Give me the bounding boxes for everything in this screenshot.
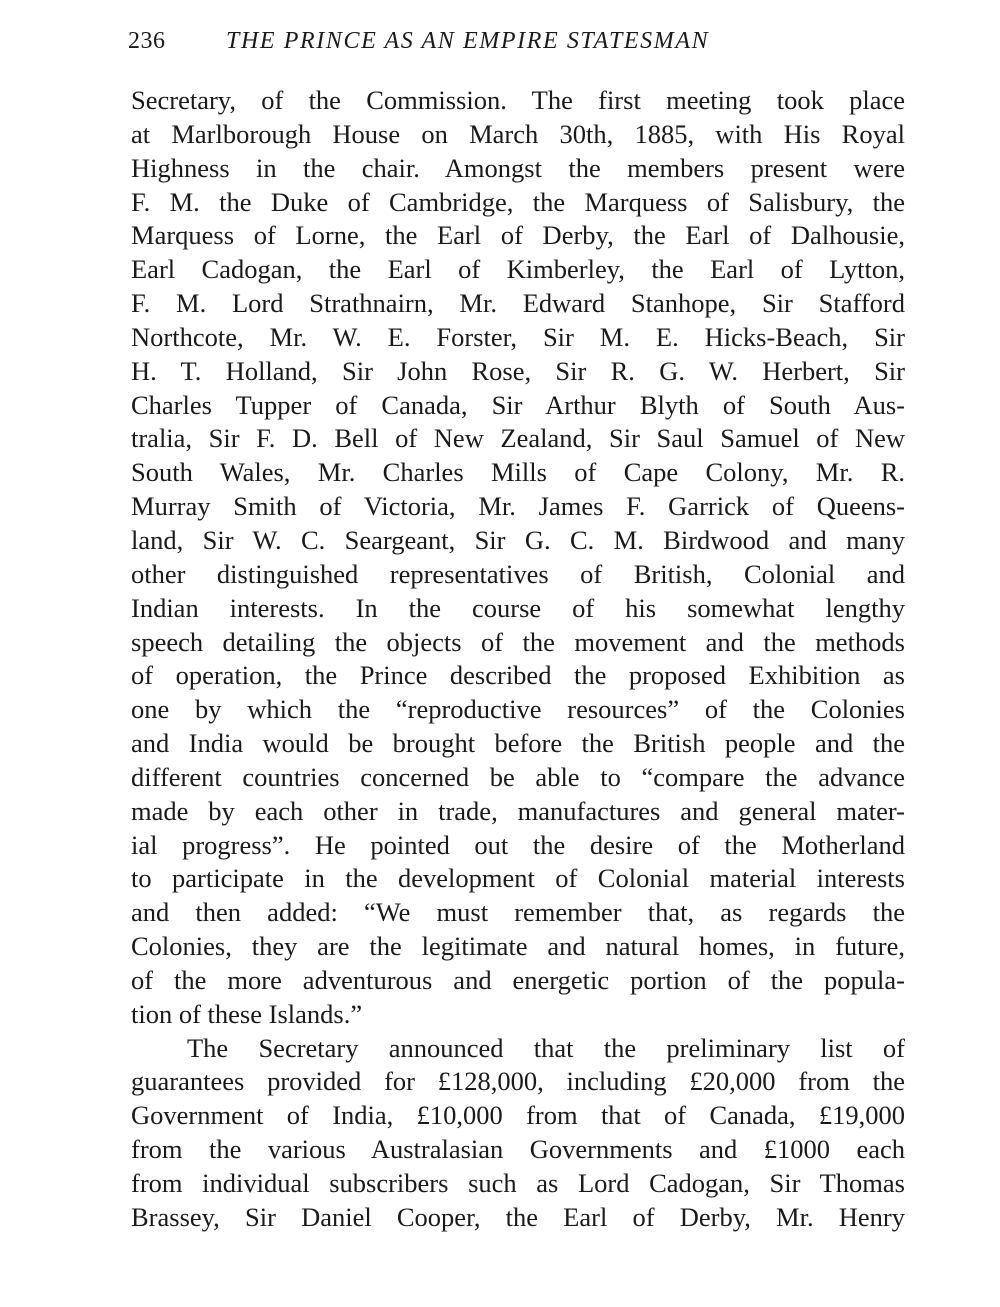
text-line: different countries concerned be able to “compare the advance — [131, 761, 905, 792]
page-header — [128, 28, 908, 62]
text-line: at Marlborough House on March 30th, 1885, with His Royal — [131, 118, 905, 149]
text-line: Northcote, Mr. W. E. Forster, Sir M. E. Hicks-Beach, Sir — [131, 321, 905, 352]
text-line: The Secretary announced that the preliminary list of — [187, 1032, 905, 1063]
text-line: H. T. Holland, Sir John Rose, Sir R. G. W. Herbert, Sir — [131, 355, 905, 386]
text-line: Indian interests. In the course of his somewhat lengthy — [131, 592, 905, 623]
text-line: of the more adventurous and energetic portion of the popula- — [131, 964, 905, 995]
text-line: tralia, Sir F. D. Bell of New Zealand, Sir Saul Samuel of New — [131, 423, 905, 454]
text-line: F. M. Lord Strathnairn, Mr. Edward Stanhope, Sir Stafford — [131, 288, 905, 319]
text-line: of operation, the Prince described the proposed Exhibition as — [131, 660, 905, 691]
text-line: F. M. the Duke of Cambridge, the Marquess of Salisbury, the — [131, 186, 905, 217]
text-line: from the various Australasian Governments and £1000 each — [131, 1134, 905, 1165]
paragraph-2 — [131, 1032, 905, 1235]
text-line: speech detailing the objects of the movement and the methods — [131, 626, 905, 657]
text-line: and India would be brought before the British people and the — [131, 728, 905, 759]
text-line: Colonies, they are the legitimate and natural homes, in future, — [131, 931, 905, 962]
text-line: one by which the “reproductive resources” of the Colonies — [131, 694, 905, 725]
text-line: South Wales, Mr. Charles Mills of Cape Colony, Mr. R. — [131, 457, 905, 488]
text-line: made by each other in trade, manufactures and general mater- — [131, 795, 905, 826]
text-line: Highness in the chair. Amongst the members present were — [131, 152, 905, 183]
text-line: Charles Tupper of Canada, Sir Arthur Blyth of South Aus- — [131, 389, 905, 420]
text-line: Marquess of Lorne, the Earl of Derby, the Earl of Dalhousie, — [131, 220, 905, 251]
body-text — [131, 84, 905, 1235]
text-line: tion of these Islands.” — [131, 998, 363, 1029]
text-line: and then added: “We must remember that, as regards the — [131, 897, 905, 928]
paragraph-1 — [131, 84, 905, 1032]
text-line: to participate in the development of Colonial material interests — [131, 863, 905, 894]
text-line: Murray Smith of Victoria, Mr. James F. Garrick of Queens- — [131, 491, 905, 522]
text-line: Brassey, Sir Daniel Cooper, the Earl of Derby, Mr. Henry — [131, 1201, 905, 1232]
text-line: ial progress”. He pointed out the desire of the Motherland — [131, 829, 905, 860]
text-line: from individual subscribers such as Lord Cadogan, Sir Thomas — [131, 1168, 905, 1198]
running-title: THE PRINCE AS AN EMPIRE STATESMAN — [226, 28, 710, 54]
page-number: 236 — [128, 28, 166, 54]
text-line: Earl Cadogan, the Earl of Kimberley, the Earl of Lytton, — [131, 254, 905, 285]
text-line: land, Sir W. C. Seargeant, Sir G. C. M. Birdwood and many — [131, 524, 905, 555]
text-line: other distinguished representatives of British, Colonial and — [131, 558, 905, 589]
text-line: guarantees provided for £128,000, including £20,000 from the — [131, 1066, 905, 1097]
text-line: Secretary, of the Commission. The first meeting took place — [131, 85, 905, 115]
text-line: Government of India, £10,000 from that of Canada, £19,000 — [131, 1100, 905, 1131]
